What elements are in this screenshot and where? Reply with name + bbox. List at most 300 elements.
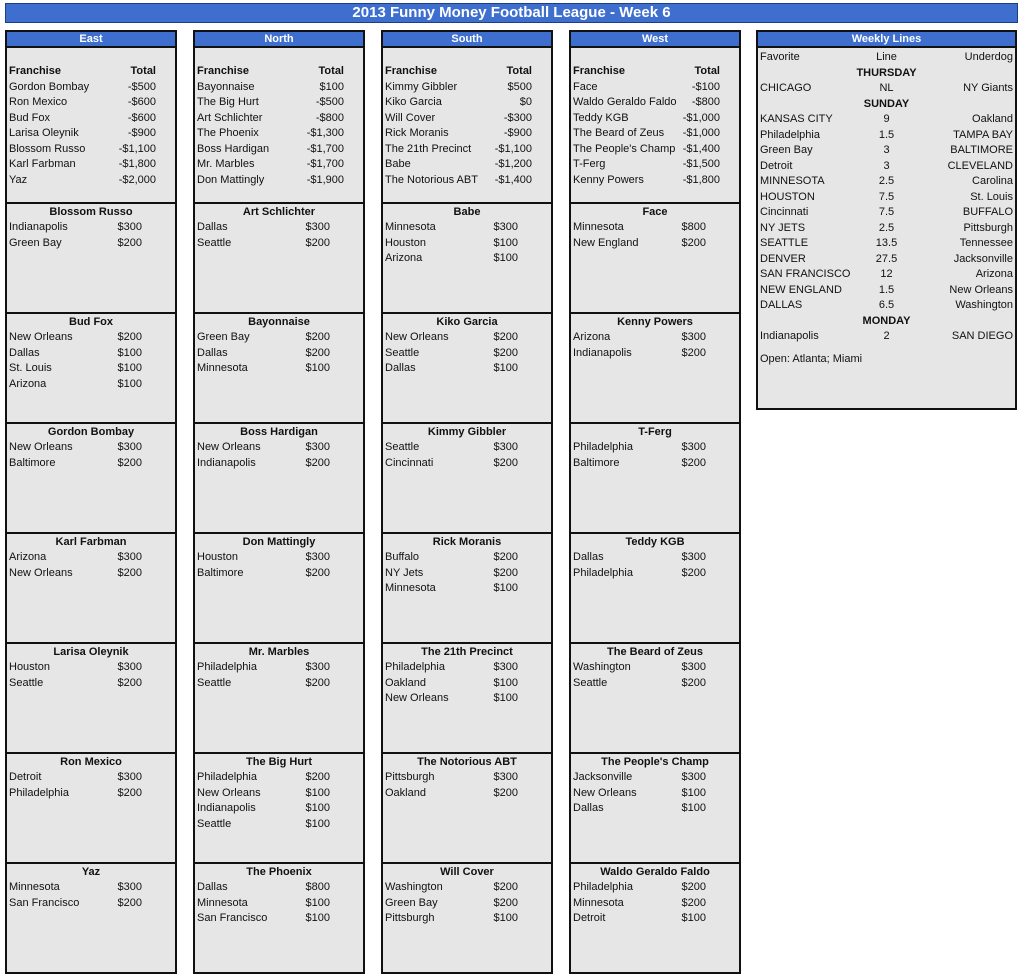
summary-franchise: Waldo Geraldo Faldo — [573, 96, 677, 108]
franchise-box — [193, 534, 365, 644]
bet-amount: $300 — [493, 221, 518, 233]
page-title: 2013 Funny Money Football League - Week 6 — [5, 3, 1018, 23]
game-line: 2 — [883, 330, 890, 342]
bet-row — [571, 786, 739, 802]
bet-row — [195, 676, 363, 692]
bet-amount: $200 — [493, 331, 518, 343]
bet-row — [383, 660, 551, 676]
bet-row — [7, 346, 175, 362]
bet-team: Baltimore — [9, 456, 56, 469]
bet-amount: $100 — [305, 912, 330, 924]
bet-amount: $100 — [493, 912, 518, 924]
bet-amount: $300 — [117, 551, 142, 563]
summary-total: -$1,300 — [306, 127, 344, 139]
franchise-box — [5, 754, 177, 864]
bet-row — [195, 330, 363, 346]
franchise-box — [381, 314, 553, 424]
bet-team: Dallas — [197, 221, 228, 233]
summary-franchise: Will Cover — [385, 111, 436, 124]
lines-header-line: Line — [876, 51, 897, 63]
franchise-box — [5, 534, 177, 644]
bet-row — [7, 456, 175, 472]
bet-row — [383, 440, 551, 456]
summary-header-total: Total — [694, 65, 720, 77]
bet-team: Seattle — [197, 817, 232, 830]
game-favorite: Green Bay — [760, 144, 813, 156]
franchise-name: The Notorious ABT — [417, 756, 517, 768]
bet-team: New Orleans — [197, 441, 261, 453]
franchise-name: Face — [642, 206, 668, 218]
summary-franchise: Mr. Marbles — [197, 158, 255, 170]
game-line: 2.5 — [878, 221, 895, 234]
summary-row — [571, 95, 739, 111]
weekly-lines-title: Weekly Lines — [756, 30, 1017, 46]
bet-team: Indianapolis — [197, 802, 256, 814]
game-underdog: Arizona — [975, 268, 1013, 280]
bet-team: Philadelphia — [9, 786, 69, 799]
game-line: NL — [879, 82, 894, 94]
game-favorite: DALLAS — [760, 299, 803, 311]
summary-row — [383, 80, 551, 96]
franchise-box — [569, 644, 741, 754]
game-underdog: New Orleans — [949, 283, 1013, 296]
bet-row — [383, 676, 551, 692]
bet-amount: $200 — [493, 566, 518, 579]
franchise-box — [193, 864, 365, 974]
game-row — [758, 128, 1015, 144]
bet-row — [7, 330, 175, 346]
game-underdog: Jacksonville — [953, 252, 1013, 265]
franchise-name: Gordon Bombay — [47, 426, 135, 438]
bet-team: Houston — [9, 661, 50, 673]
summary-total: -$800 — [315, 111, 344, 124]
summary-row — [383, 111, 551, 127]
summary-total: -$100 — [691, 80, 720, 93]
bet-team: San Francisco — [197, 912, 268, 924]
bet-team: Minnesota — [573, 896, 624, 909]
franchise-box — [569, 864, 741, 974]
franchise-name: Babe — [453, 206, 481, 218]
bet-row — [571, 801, 739, 817]
summary-header-total: Total — [130, 65, 156, 77]
franchise-box — [381, 864, 553, 974]
bet-team: Dallas — [385, 362, 416, 374]
franchise-box — [5, 424, 177, 534]
bet-row — [571, 456, 739, 472]
summary-row — [571, 142, 739, 158]
game-favorite: Detroit — [760, 159, 793, 172]
game-underdog: SAN DIEGO — [951, 330, 1013, 342]
game-line: 13.5 — [875, 237, 898, 249]
game-line: 1.5 — [878, 128, 895, 141]
bet-amount: $200 — [681, 236, 706, 249]
bet-amount: $300 — [117, 221, 142, 233]
weekly-lines-panel — [756, 30, 1017, 410]
bet-row — [383, 346, 551, 362]
franchise-name: Larisa Oleynik — [53, 646, 129, 658]
summary-header-row — [7, 64, 175, 80]
bet-team: Indianapolis — [197, 456, 256, 469]
bet-row — [7, 236, 175, 252]
summary-total: -$1,900 — [306, 173, 344, 186]
game-row — [758, 221, 1015, 237]
franchise-name: The Big Hurt — [246, 756, 312, 768]
bet-amount: $100 — [305, 896, 330, 909]
summary-franchise: Karl Farbman — [9, 158, 76, 170]
game-underdog: Tennessee — [959, 237, 1013, 249]
weekly-lines-box — [756, 46, 1017, 410]
bet-row — [195, 911, 363, 927]
bet-team: Arizona — [9, 551, 47, 563]
summary-total: -$500 — [315, 96, 344, 108]
bet-row — [195, 361, 363, 377]
bet-amount: $100 — [681, 912, 706, 924]
bet-amount: $300 — [681, 331, 706, 343]
summary-total: -$1,500 — [682, 158, 720, 170]
bet-row — [571, 880, 739, 896]
summary-row — [383, 157, 551, 173]
bet-amount: $800 — [305, 881, 330, 893]
game-line: 3 — [883, 144, 890, 156]
bet-amount: $100 — [117, 377, 142, 390]
franchise-box — [381, 424, 553, 534]
bet-team: Indianapolis — [9, 221, 68, 233]
bet-team: Philadelphia — [573, 441, 633, 453]
summary-row — [7, 111, 175, 127]
summary-total: -$1,100 — [118, 142, 156, 155]
franchise-name: Bud Fox — [69, 316, 113, 328]
game-favorite: DENVER — [760, 252, 806, 265]
division-header: North — [193, 30, 365, 46]
lines-header-row — [758, 50, 1015, 66]
bet-row — [383, 566, 551, 582]
bet-amount: $200 — [493, 896, 518, 909]
bet-team: Philadelphia — [573, 566, 633, 579]
bet-amount: $200 — [305, 771, 330, 783]
franchise-name: Teddy KGB — [625, 536, 685, 548]
bet-row — [195, 660, 363, 676]
franchise-name: T-Ferg — [638, 426, 672, 438]
game-row — [758, 159, 1015, 175]
franchise-name: Blossom Russo — [49, 206, 133, 218]
bet-row — [7, 550, 175, 566]
franchise-name: Art Schlichter — [242, 206, 316, 218]
bet-row — [7, 361, 175, 377]
game-line: 2.5 — [878, 175, 895, 187]
summary-total: $100 — [319, 80, 344, 93]
bet-team: Dallas — [573, 802, 604, 814]
bet-team: Dallas — [197, 346, 228, 359]
bet-row — [195, 220, 363, 236]
bet-amount: $300 — [305, 551, 330, 563]
franchise-box — [381, 534, 553, 644]
bet-team: Philadelphia — [385, 661, 445, 673]
bet-team: Philadelphia — [197, 771, 257, 783]
bet-team: Baltimore — [573, 456, 620, 469]
game-line: 3 — [883, 159, 890, 172]
game-favorite: KANSAS CITY — [760, 113, 833, 125]
summary-total: -$600 — [127, 96, 156, 108]
bet-amount: $200 — [493, 551, 518, 563]
franchise-name: Karl Farbman — [55, 536, 127, 548]
bet-row — [7, 770, 175, 786]
bet-amount: $200 — [117, 676, 142, 689]
game-favorite: NY JETS — [760, 221, 806, 234]
franchise-box — [5, 204, 177, 314]
summary-total: -$2,000 — [118, 173, 156, 186]
summary-franchise: Art Schlichter — [197, 111, 263, 124]
franchise-name: Don Mattingly — [242, 536, 316, 548]
bet-amount: $200 — [305, 566, 330, 579]
lines-header-underdog: Underdog — [964, 51, 1013, 63]
summary-header-franchise: Franchise — [573, 65, 625, 77]
franchise-name: Mr. Marbles — [248, 646, 310, 658]
bet-team: New Orleans — [573, 786, 637, 799]
bet-row — [383, 251, 551, 267]
game-line: 7.5 — [878, 190, 895, 203]
bet-team: Green Bay — [9, 236, 62, 249]
summary-total: -$600 — [127, 111, 156, 124]
bet-row — [571, 896, 739, 912]
bet-amount: $200 — [681, 896, 706, 909]
bet-amount: $200 — [305, 676, 330, 689]
bet-team: Houston — [385, 236, 426, 249]
bet-row — [383, 896, 551, 912]
summary-total: -$1,200 — [494, 158, 532, 170]
open-note: Open: Atlanta; Miami — [760, 352, 863, 365]
bet-team: Oakland — [385, 676, 426, 689]
bet-team: St. Louis — [9, 362, 52, 374]
bet-row — [571, 220, 739, 236]
bet-row — [195, 896, 363, 912]
bet-team: Minnesota — [197, 362, 248, 374]
bet-amount: $300 — [117, 661, 142, 673]
bet-team: Indianapolis — [573, 346, 632, 359]
summary-row — [195, 126, 363, 142]
bet-amount: $100 — [305, 786, 330, 799]
summary-franchise: Kimmy Gibbler — [385, 80, 458, 93]
bet-team: Arizona — [385, 252, 423, 264]
bet-amount: $300 — [493, 441, 518, 453]
game-favorite: NEW ENGLAND — [760, 283, 842, 296]
game-row — [758, 112, 1015, 128]
bet-row — [383, 786, 551, 802]
bet-team: Arizona — [573, 331, 611, 343]
bet-amount: $200 — [681, 566, 706, 579]
summary-total: -$1,800 — [118, 158, 156, 170]
game-row — [758, 205, 1015, 221]
summary-row — [571, 173, 739, 189]
bet-amount: $300 — [681, 441, 706, 453]
division-header: South — [381, 30, 553, 46]
bet-team: Seattle — [197, 236, 232, 249]
bet-amount: $200 — [117, 896, 142, 909]
bet-team: New Orleans — [9, 441, 73, 453]
franchise-box — [5, 864, 177, 974]
franchise-box — [193, 314, 365, 424]
franchise-name: Rick Moranis — [432, 536, 502, 548]
bet-amount: $100 — [493, 582, 518, 594]
game-line: 1.5 — [878, 283, 895, 296]
franchise-box — [569, 754, 741, 864]
bet-amount: $300 — [305, 221, 330, 233]
bet-row — [571, 676, 739, 692]
bet-team: Minnesota — [385, 221, 436, 233]
game-underdog: CLEVELAND — [947, 159, 1013, 172]
franchise-box — [381, 754, 553, 864]
bet-team: Dallas — [573, 551, 604, 563]
bet-team: Minnesota — [9, 881, 60, 893]
bet-team: Seattle — [385, 441, 420, 453]
bet-team: Minnesota — [385, 582, 436, 594]
bet-amount: $300 — [305, 661, 330, 673]
summary-franchise: The Beard of Zeus — [573, 127, 665, 139]
summary-total: -$900 — [127, 127, 156, 139]
franchise-name: The Beard of Zeus — [607, 646, 703, 658]
bet-row — [195, 786, 363, 802]
bet-row — [195, 456, 363, 472]
franchise-name: The Phoenix — [246, 866, 312, 878]
bet-row — [7, 377, 175, 393]
game-row — [758, 329, 1015, 345]
bet-amount: $200 — [117, 331, 142, 343]
summary-row — [7, 173, 175, 189]
bet-row — [195, 236, 363, 252]
bet-team: Seattle — [9, 676, 44, 689]
bet-team: Green Bay — [197, 331, 250, 343]
game-row — [758, 190, 1015, 206]
division-summary — [381, 46, 553, 204]
summary-total: $500 — [507, 80, 532, 93]
bet-amount: $300 — [493, 771, 518, 783]
game-underdog: Pittsburgh — [963, 221, 1013, 234]
division-column-south — [381, 30, 553, 974]
bet-row — [195, 801, 363, 817]
summary-total: -$900 — [503, 127, 532, 139]
bet-row — [571, 550, 739, 566]
summary-total: -$1,000 — [682, 111, 720, 124]
bet-amount: $100 — [493, 692, 518, 704]
bet-team: San Francisco — [9, 896, 80, 909]
bet-team: Washington — [573, 661, 631, 673]
bet-amount: $300 — [305, 441, 330, 453]
franchise-name: Bayonnaise — [248, 316, 310, 328]
division-column-west — [569, 30, 741, 974]
franchise-box — [569, 424, 741, 534]
game-row — [758, 283, 1015, 299]
summary-franchise: T-Ferg — [573, 158, 606, 170]
summary-header-row — [195, 64, 363, 80]
game-underdog: TAMPA BAY — [953, 128, 1013, 141]
bet-amount: $200 — [681, 346, 706, 359]
game-line: 12 — [880, 268, 893, 280]
bet-team: New Orleans — [385, 692, 449, 704]
franchise-name: Kenny Powers — [617, 316, 693, 328]
bet-row — [195, 817, 363, 833]
summary-franchise: Boss Hardigan — [197, 142, 270, 155]
bet-team: Philadelphia — [573, 881, 633, 893]
summary-row — [7, 157, 175, 173]
bet-team: Detroit — [9, 771, 42, 783]
bet-amount: $800 — [681, 221, 706, 233]
bet-team: NY Jets — [385, 566, 424, 579]
summary-total: -$1,700 — [306, 142, 344, 155]
summary-row — [383, 95, 551, 111]
game-line: 9 — [883, 113, 890, 125]
bet-amount: $300 — [117, 441, 142, 453]
franchise-box — [381, 644, 553, 754]
lines-day-label: MONDAY — [862, 314, 911, 327]
bet-amount: $300 — [681, 661, 706, 673]
game-row — [758, 236, 1015, 252]
game-favorite: HOUSTON — [760, 190, 815, 203]
bet-row — [383, 361, 551, 377]
bet-row — [195, 346, 363, 362]
franchise-box — [5, 644, 177, 754]
summary-header-total: Total — [318, 65, 344, 77]
bet-team: Houston — [197, 551, 238, 563]
bet-team: New England — [573, 236, 639, 249]
franchise-name: The People's Champ — [601, 756, 709, 768]
summary-franchise: Teddy KGB — [573, 111, 629, 124]
bet-team: Detroit — [573, 912, 606, 924]
franchise-box — [569, 534, 741, 644]
summary-franchise: Babe — [385, 158, 411, 170]
bet-team: Washington — [385, 881, 443, 893]
bet-amount: $100 — [305, 362, 330, 374]
summary-franchise: Kiko Garcia — [385, 96, 442, 108]
summary-total: -$1,400 — [682, 142, 720, 155]
summary-row — [195, 95, 363, 111]
bet-row — [383, 330, 551, 346]
summary-row — [383, 126, 551, 142]
summary-row — [383, 142, 551, 158]
bet-row — [571, 330, 739, 346]
bet-team: Seattle — [385, 346, 420, 359]
bet-team: Pittsburgh — [385, 771, 435, 783]
bet-amount: $200 — [305, 331, 330, 343]
lines-days — [758, 66, 1015, 345]
summary-franchise: Blossom Russo — [9, 142, 86, 155]
bet-row — [383, 220, 551, 236]
game-underdog: BALTIMORE — [950, 144, 1013, 156]
bet-team: New Orleans — [197, 786, 261, 799]
summary-franchise: The Notorious ABT — [385, 173, 478, 186]
summary-franchise: Don Mattingly — [197, 173, 265, 186]
bet-row — [7, 220, 175, 236]
game-underdog: BUFFALO — [962, 206, 1013, 218]
game-favorite: SEATTLE — [760, 237, 809, 249]
franchise-name: Ron Mexico — [60, 756, 122, 768]
bet-amount: $200 — [117, 236, 142, 249]
franchise-box — [193, 644, 365, 754]
summary-franchise: The 21th Precinct — [385, 142, 472, 155]
bet-amount: $200 — [493, 346, 518, 359]
bet-row — [383, 550, 551, 566]
lines-day-label: SUNDAY — [863, 97, 910, 110]
bet-row — [383, 880, 551, 896]
division-header: West — [569, 30, 741, 46]
summary-franchise: The Big Hurt — [197, 96, 259, 108]
game-favorite: MINNESOTA — [760, 175, 825, 187]
summary-franchise: Gordon Bombay — [9, 80, 90, 93]
bet-amount: $200 — [681, 881, 706, 893]
division-column-north — [193, 30, 365, 974]
bet-row — [383, 911, 551, 927]
bet-row — [195, 566, 363, 582]
bet-amount: $100 — [493, 362, 518, 374]
bet-row — [571, 770, 739, 786]
